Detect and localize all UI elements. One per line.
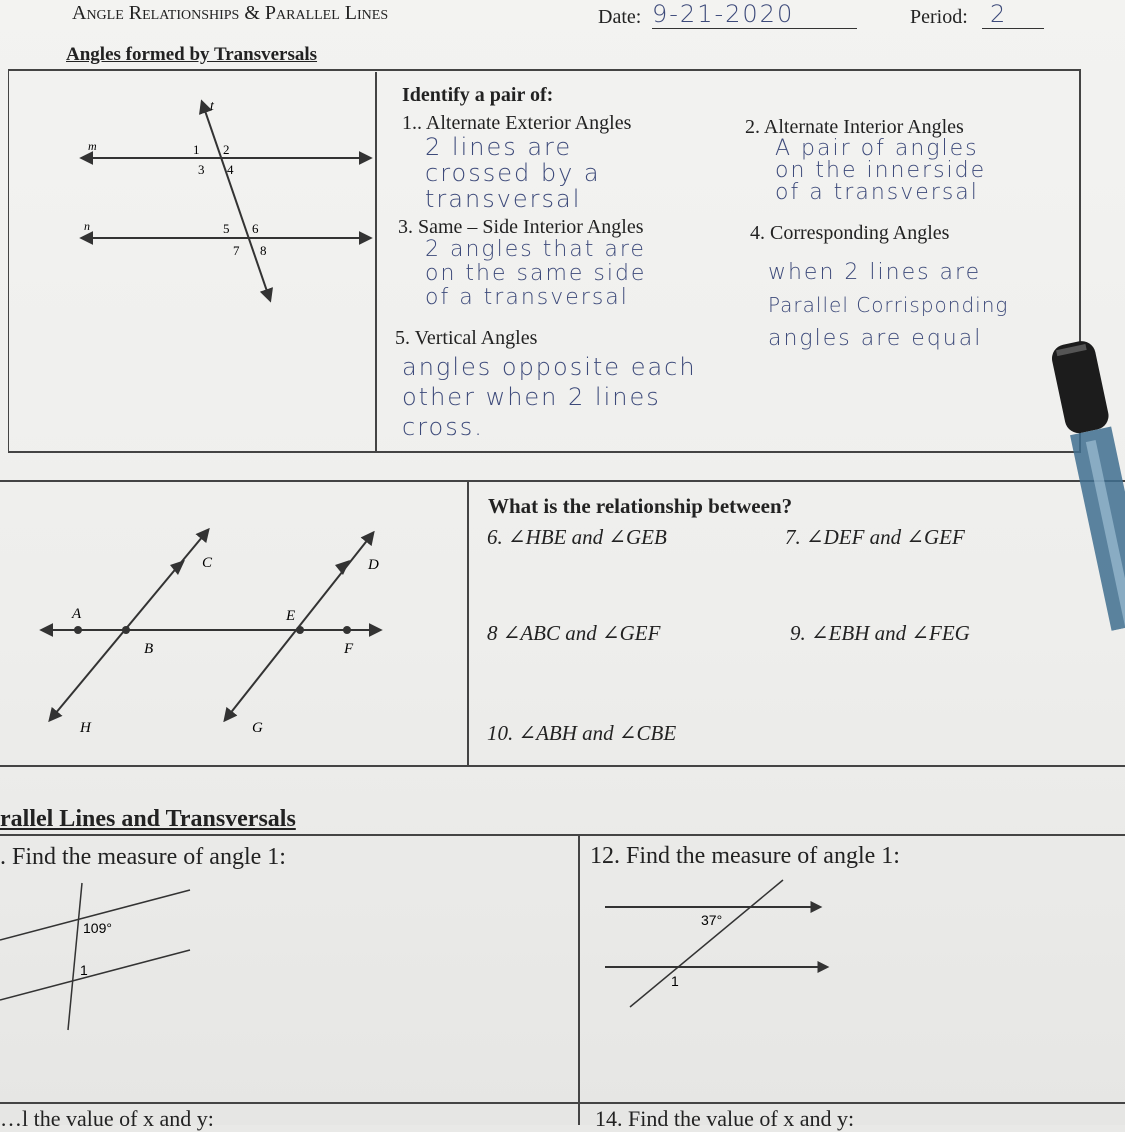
answer-1-line-3: transversal (425, 185, 582, 213)
worksheet-title: Angle Relationships & Parallel Lines (72, 2, 389, 24)
question-1: 1.. Alternate Exterior Angles (402, 112, 632, 134)
question-12-diagram (595, 875, 835, 1015)
date-label: Date: (598, 6, 642, 28)
section-heading-parallel: rallel Lines and Transversals (0, 806, 296, 832)
angle-label-6: 6 (252, 221, 259, 236)
label-d: D (368, 557, 379, 573)
question-11-diagram (0, 878, 200, 1038)
question-5: 5. Vertical Angles (395, 327, 538, 349)
label-t: t (210, 99, 214, 114)
answer-4-line-3: angles are equal (768, 326, 983, 351)
section-heading-transversals: Angles formed by Transversals (66, 44, 318, 65)
label-n: n (84, 219, 90, 233)
answer-1-line-2: crossed by a (425, 159, 601, 187)
label-e: E (286, 608, 296, 624)
period-value: 2 (982, 0, 1044, 29)
question-8: 8 ∠ABC and ∠GEF (487, 621, 661, 645)
answer-4-line-2: Parallel Corrisponding (768, 293, 1009, 317)
angle-label-7: 7 (233, 243, 240, 258)
answer-5-line-2: other when 2 lines (402, 383, 661, 411)
q11-transversal (68, 883, 82, 1030)
section2-divider (467, 482, 469, 765)
question-11: . Find the measure of angle 1: (0, 844, 286, 870)
answer-3-line-1: 2 angles that are (425, 237, 646, 262)
label-f: F (344, 641, 354, 657)
answer-2-line-3: of a transversal (775, 180, 979, 205)
answer-3 (425, 238, 725, 310)
q12-angle-1-label: 1 (671, 973, 679, 989)
question-12: 12. Find the measure of angle 1: (590, 843, 900, 869)
answer-5 (402, 352, 772, 442)
label-g: G (252, 720, 263, 736)
point-b (122, 626, 130, 634)
question-7: 7. ∠DEF and ∠GEF (785, 525, 965, 549)
transversal-diagram (70, 90, 380, 320)
answer-2 (775, 138, 1075, 204)
q11-angle-1-label: 1 (80, 962, 88, 978)
answer-5-line-3: cross. (402, 413, 484, 441)
answer-5-line-1: angles opposite each (402, 353, 697, 381)
angle-label-4: 4 (227, 162, 234, 177)
q12-transversal (630, 880, 783, 1007)
answer-3-line-2: on the same side (425, 261, 647, 286)
relationship-prompt: What is the relationship between? (488, 494, 793, 518)
section3-bottom-border (0, 1102, 1125, 1104)
parallel-lines-diagram (30, 515, 400, 745)
answer-1-line-1: 2 lines are (425, 133, 573, 161)
identify-prompt: Identify a pair of: (402, 84, 554, 106)
angle-label-8: 8 (260, 243, 267, 258)
question-4: 4. Corresponding Angles (750, 222, 950, 244)
question-13-partial: …l the value of x and y: (0, 1106, 214, 1131)
angle-label-2: 2 (223, 142, 230, 157)
answer-2-line-1: A pair of angles (775, 136, 979, 161)
question-14-partial: 14. Find the value of x and y: (595, 1106, 855, 1131)
point-f (343, 626, 351, 634)
line-hc (50, 530, 208, 720)
q12-angle-label: 37° (701, 912, 723, 928)
label-a: A (72, 606, 82, 622)
parallel-mark-2 (335, 560, 350, 575)
question-3: 3. Same – Side Interior Angles (398, 216, 644, 238)
answer-4-line-1: when 2 lines are (768, 260, 982, 285)
question-2: 2. Alternate Interior Angles (745, 116, 964, 138)
point-a (74, 626, 82, 634)
label-h: H (80, 720, 91, 736)
q11-angle-label: 109° (83, 920, 112, 936)
angle-label-5: 5 (223, 221, 230, 236)
date-value: 9-21-2020 (652, 0, 857, 29)
section3-top-border (0, 834, 1125, 836)
period-label: Period: (910, 6, 968, 28)
question-10: 10. ∠ABH and ∠CBE (487, 721, 677, 745)
point-e (296, 626, 304, 634)
angle-label-3: 3 (198, 162, 205, 177)
question-6: 6. ∠HBE and ∠GEB (487, 525, 667, 549)
answer-2-line-2: on the innerside (775, 158, 987, 183)
q11-line-bottom (0, 950, 190, 1000)
section3-divider (578, 836, 580, 1125)
answer-3-line-3: of a transversal (425, 285, 629, 310)
angle-label-1: 1 (193, 142, 200, 157)
line-t (202, 102, 270, 300)
label-b: B (144, 641, 154, 657)
answer-1 (425, 134, 725, 212)
label-c: C (202, 555, 213, 571)
label-m: m (88, 139, 97, 153)
question-9: 9. ∠EBH and ∠FEG (790, 621, 970, 645)
